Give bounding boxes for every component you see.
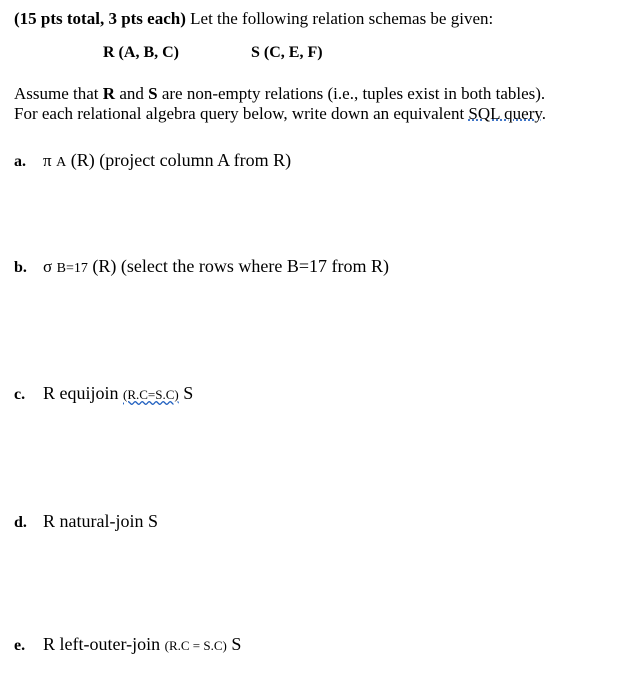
assumption-line-1	[14, 84, 545, 104]
instruction-text: For each relational algebra query below, write down an equivalent	[14, 104, 469, 123]
question-letter: c.	[14, 386, 26, 403]
question-text: R natural-join S	[43, 511, 158, 531]
sql-query-text: SQL query	[468, 104, 542, 123]
schema-s: S (C, E, F)	[251, 44, 323, 61]
question-text: S	[178, 383, 194, 403]
assumption-text: are non-empty relations (i.e., tuples exist in both tables).	[157, 84, 546, 103]
question-letter: a.	[14, 153, 26, 170]
question-text: (R) (project column A from R)	[70, 150, 292, 170]
points-label: (15 pts total, 3 pts each)	[14, 9, 186, 28]
question-d	[14, 510, 158, 534]
question-letter: b.	[14, 259, 27, 276]
question-text: R equijoin	[43, 383, 123, 403]
question-text: (R) (select the rows where B=17 from R)	[92, 256, 389, 276]
join-condition: (R.C=S.C)	[123, 387, 179, 402]
question-letter: d.	[14, 514, 27, 531]
assumption-text: Assume that	[14, 84, 103, 103]
question-b	[14, 255, 389, 280]
question-text: R left-outer-join	[43, 634, 165, 654]
assumption-line-2	[14, 104, 546, 124]
question-text: S	[226, 634, 242, 654]
assumption-text: and	[115, 84, 149, 103]
schema-r: R (A, B, C)	[103, 44, 179, 61]
selection-condition: B=17	[56, 261, 88, 276]
projection-attribute: A	[56, 155, 67, 170]
problem-header	[14, 9, 493, 29]
relation-r: R	[102, 84, 116, 103]
question-e	[14, 633, 241, 657]
instruction-text: .	[541, 104, 547, 123]
join-condition: (R.C = S.C)	[164, 638, 227, 653]
relation-s: S	[148, 84, 158, 103]
selection-symbol: σ	[43, 257, 53, 276]
header-intro: Let the following relation schemas be given:	[185, 9, 494, 28]
question-c	[14, 382, 193, 406]
question-a	[14, 149, 291, 174]
projection-symbol: π	[43, 151, 52, 170]
question-letter: e.	[14, 637, 26, 654]
